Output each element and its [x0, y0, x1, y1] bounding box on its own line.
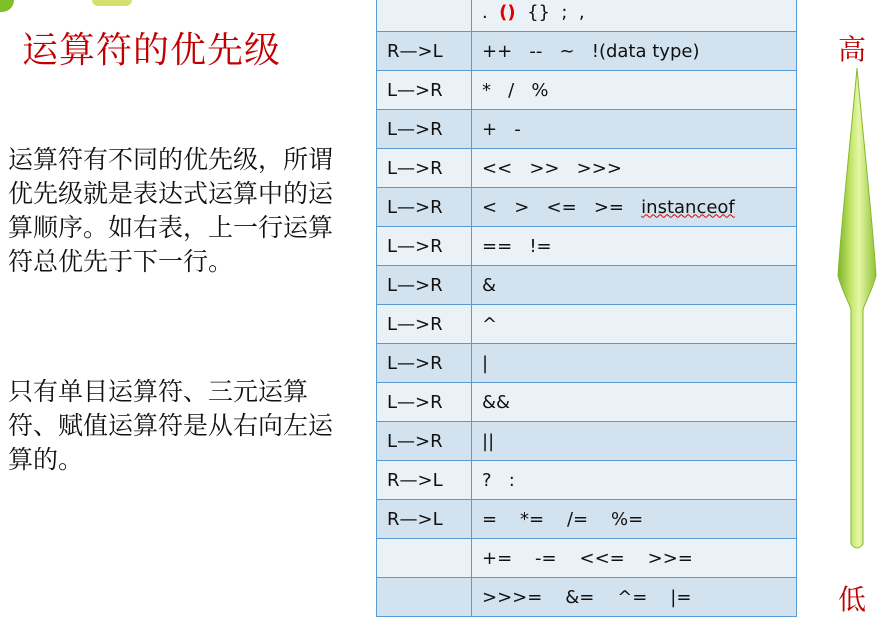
- associativity-cell: L—>R: [377, 227, 472, 266]
- operator-precedence-table: [376, 0, 797, 617]
- associativity-cell: L—>R: [377, 266, 472, 305]
- table-row: [377, 188, 797, 227]
- associativity-cell: R—>L: [377, 32, 472, 71]
- operators-cell: ^: [472, 305, 797, 344]
- description-paragraph-1: 运算符有不同的优先级，所谓优先级就是表达式运算中的运算顺序。如右表，上一行运算符总优先于下一行。: [8, 145, 334, 276]
- table-row: [377, 422, 797, 461]
- operators-cell: &: [472, 266, 797, 305]
- table-row: [377, 461, 797, 500]
- operators-cell: << >> >>>: [472, 149, 797, 188]
- operators-cell: [472, 188, 797, 227]
- table-row: [377, 344, 797, 383]
- table-row: [377, 305, 797, 344]
- table-row: [377, 539, 797, 578]
- operators-text: .: [482, 1, 500, 23]
- operators-cell: == !=: [472, 227, 797, 266]
- associativity-cell: R—>L: [377, 461, 472, 500]
- table-row: [377, 500, 797, 539]
- operators-cell: >>>= &= ^= |=: [472, 578, 797, 617]
- operators-cell: = *= /= %=: [472, 500, 797, 539]
- associativity-cell: [377, 539, 472, 578]
- table-row: [377, 578, 797, 617]
- associativity-cell: [377, 578, 472, 617]
- highlighted-operator: (): [499, 1, 516, 23]
- operators-cell: &&: [472, 383, 797, 422]
- operators-text: {} ; ,: [515, 1, 585, 23]
- priority-arrow-shape: [838, 68, 876, 548]
- instanceof-operator: instanceof: [641, 196, 735, 218]
- corner-decoration: [0, 0, 14, 12]
- operators-cell: += -= <<= >>=: [472, 539, 797, 578]
- low-priority-label: 低: [838, 583, 867, 616]
- high-priority-label: 高: [838, 33, 867, 66]
- page-title: 运算符的优先级: [22, 30, 282, 71]
- top-decoration: [92, 0, 132, 6]
- operators-cell: * / %: [472, 71, 797, 110]
- table-row: [377, 227, 797, 266]
- table-row: [377, 149, 797, 188]
- associativity-cell: L—>R: [377, 383, 472, 422]
- operators-cell: [472, 0, 797, 32]
- table-row: [377, 71, 797, 110]
- associativity-cell: L—>R: [377, 305, 472, 344]
- table-row: [377, 32, 797, 71]
- associativity-cell: L—>R: [377, 149, 472, 188]
- operators-cell: ? :: [472, 461, 797, 500]
- associativity-cell: R—>L: [377, 500, 472, 539]
- operators-text: < > <= >=: [482, 196, 642, 218]
- description-paragraph-2: 只有单目运算符、三元运算符、赋值运算符是从右向左运算的。: [8, 377, 334, 474]
- associativity-cell: L—>R: [377, 71, 472, 110]
- associativity-cell: [377, 0, 472, 32]
- priority-arrow-icon: [834, 66, 880, 556]
- table-row: [377, 383, 797, 422]
- table-row: [377, 266, 797, 305]
- associativity-cell: L—>R: [377, 422, 472, 461]
- associativity-cell: L—>R: [377, 188, 472, 227]
- table-row: [377, 0, 797, 32]
- operators-cell: |: [472, 344, 797, 383]
- table-row: [377, 110, 797, 149]
- operators-cell: ++ -- ~ !(data type): [472, 32, 797, 71]
- associativity-cell: L—>R: [377, 110, 472, 149]
- operators-cell: ||: [472, 422, 797, 461]
- operators-cell: + -: [472, 110, 797, 149]
- associativity-cell: L—>R: [377, 344, 472, 383]
